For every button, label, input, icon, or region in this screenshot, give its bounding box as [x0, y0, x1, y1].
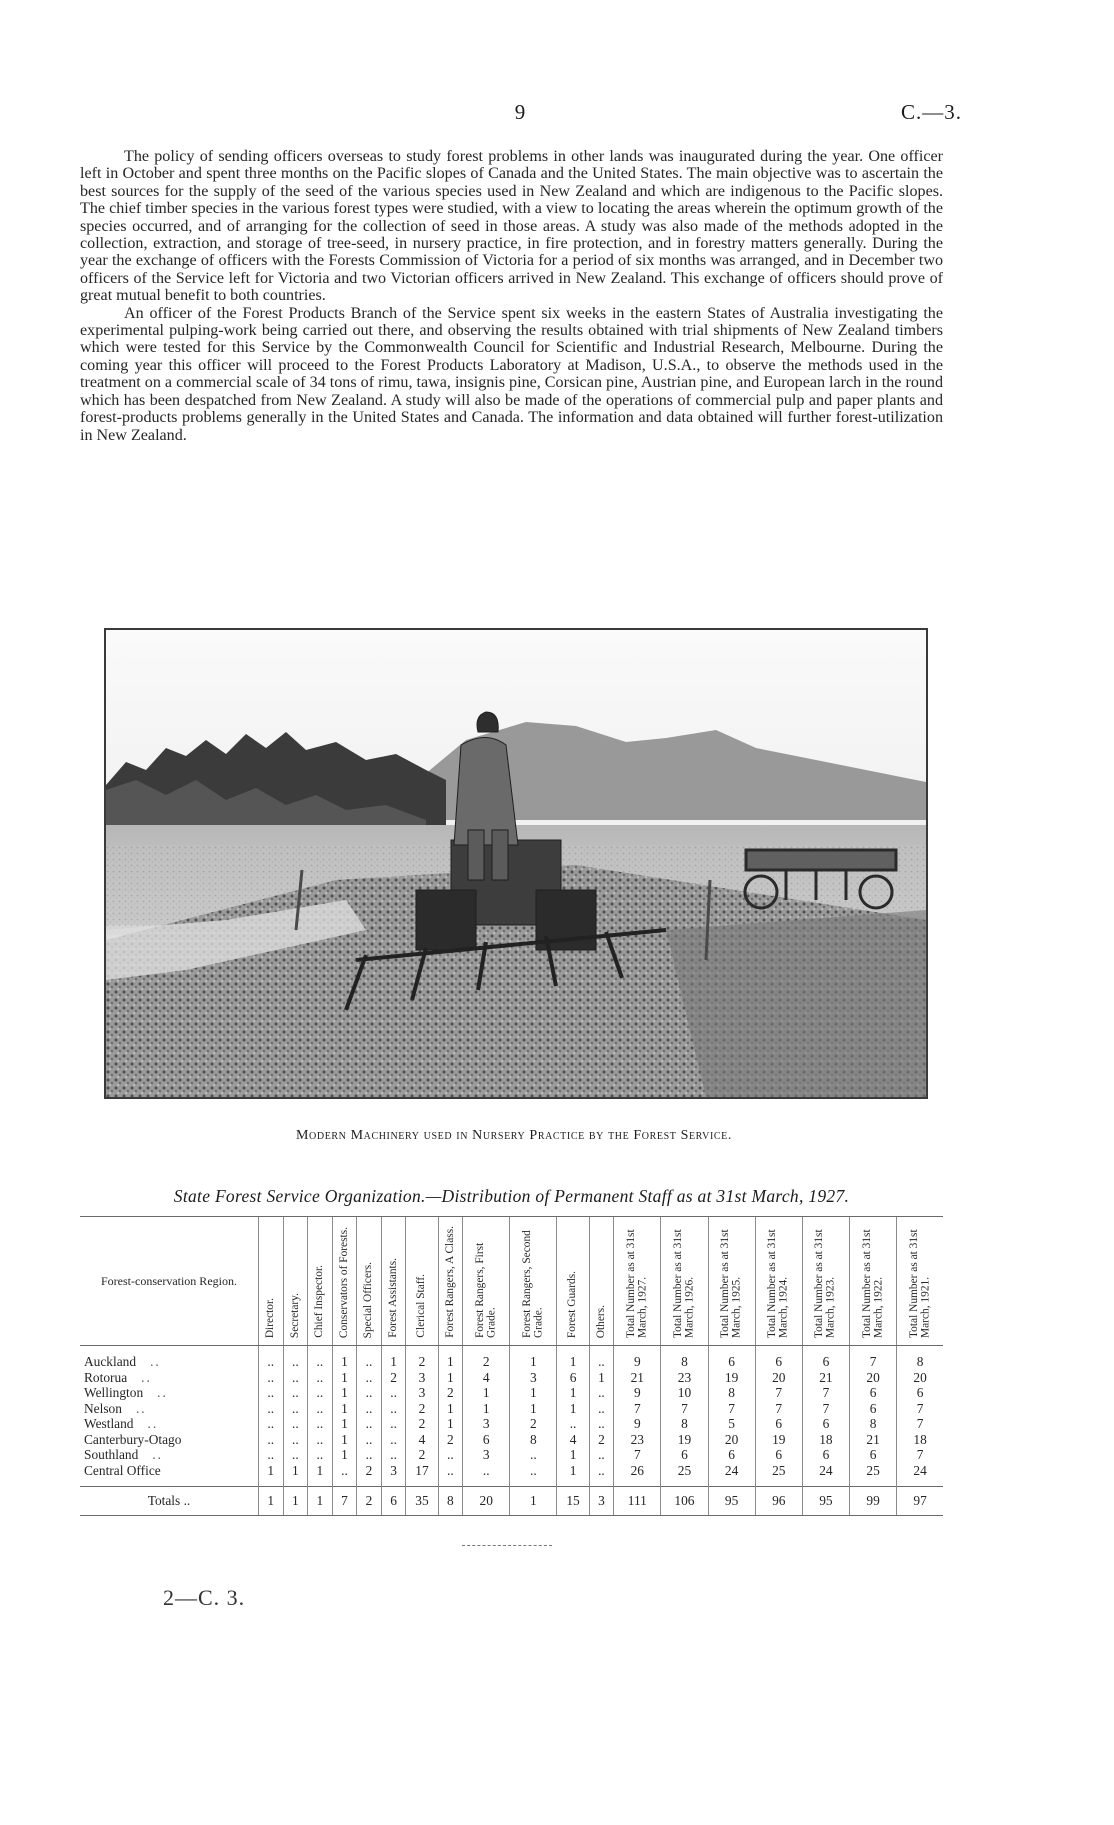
table-cell: .. — [283, 1416, 308, 1432]
region-label: Southland — [84, 1447, 139, 1462]
table-cell: .. — [381, 1401, 406, 1417]
totals-cell: 15 — [557, 1487, 589, 1516]
table-cell: .. — [557, 1416, 589, 1432]
table-cell: 2 — [406, 1346, 438, 1370]
table-cell: 6 — [802, 1447, 849, 1463]
table-cell: .. — [332, 1463, 357, 1487]
table-cell: 21 — [614, 1370, 661, 1386]
table-cell: 7 — [802, 1385, 849, 1401]
table-row — [80, 1416, 943, 1432]
table-cell: 9 — [614, 1385, 661, 1401]
table-cell: 7 — [897, 1401, 943, 1417]
table-cell: 3 — [463, 1416, 510, 1432]
table-cell: 1 — [438, 1346, 463, 1370]
table-cell: 8 — [661, 1346, 708, 1370]
table-cell: .. — [259, 1385, 284, 1401]
table-header-row — [80, 1217, 943, 1346]
table-cell: 6 — [708, 1447, 755, 1463]
table-cell: 10 — [661, 1385, 708, 1401]
leader-dots: .. — [135, 1400, 147, 1416]
table-cell: 1 — [463, 1385, 510, 1401]
table-cell: .. — [259, 1432, 284, 1448]
paragraph-2: An officer of the Forest Products Branch of the Service spent six weeks in the eastern States of Australia investigating the experimental pulping-work being carried out there, and observing the results obtained with trial shipments of New Zealand timbers which were tested for this Service by the Commonwealth Council for Scientific and Industrial Research, Melbourne. During the coming year this officer will proceed to the Forest Products Laboratory at Madison, U.S.A., to observe the methods used in the treatment on a commercial scale of 34 tons of rimu, tawa, insignis pine, Corsican pine, Austrian pine, and European larch in the round which has been despatched from New Zealand. A study will also be made of the operations of commercial pulp and paper plants and forest-products problems generally in the United States and Canada. The information and data obtained will further forest-utilization in New Zealand. — [80, 304, 944, 444]
table-cell: .. — [381, 1416, 406, 1432]
region-column-header: Forest-conservation Region. — [80, 1217, 259, 1346]
table-cell: 1 — [557, 1346, 589, 1370]
table-cell: 2 — [406, 1447, 438, 1463]
column-header: Total Number as at 31st March, 1922. — [850, 1217, 897, 1346]
table-cell: .. — [283, 1370, 308, 1386]
table-cell: 2 — [438, 1385, 463, 1401]
table-cell: 6 — [755, 1416, 802, 1432]
totals-cell: 96 — [755, 1487, 802, 1516]
table-cell: .. — [283, 1447, 308, 1463]
table-cell: 24 — [802, 1463, 849, 1487]
table-cell: 7 — [708, 1401, 755, 1417]
table-cell: 25 — [755, 1463, 802, 1487]
table-cell: .. — [438, 1447, 463, 1463]
table-cell: 1 — [557, 1401, 589, 1417]
table-cell: .. — [357, 1447, 382, 1463]
column-header: Total Number as at 31st March, 1924. — [755, 1217, 802, 1346]
region-label: Rotorua — [84, 1369, 128, 1385]
leader-dots: .. — [152, 1447, 164, 1462]
table-cell: 2 — [438, 1432, 463, 1448]
column-header: Secretary. — [283, 1217, 308, 1346]
table-cell: 1 — [332, 1416, 357, 1432]
table-cell: .. — [259, 1370, 284, 1386]
table-body — [80, 1346, 943, 1516]
table-cell: 17 — [406, 1463, 438, 1487]
table-cell: 19 — [708, 1370, 755, 1386]
table-cell: 2 — [406, 1401, 438, 1417]
table-cell: 1 — [381, 1346, 406, 1370]
column-header: Total Number as at 31st March, 1927. — [614, 1217, 661, 1346]
totals-label: Totals .. — [80, 1487, 259, 1516]
table-cell: 19 — [661, 1432, 708, 1448]
nursery-machinery-photo — [104, 628, 928, 1099]
table-cell: .. — [308, 1416, 333, 1432]
region-name — [80, 1346, 259, 1370]
column-header: Forest Guards. — [557, 1217, 589, 1346]
table-cell: .. — [589, 1463, 614, 1487]
region-name — [80, 1463, 259, 1487]
table-cell: 3 — [463, 1447, 510, 1463]
table-cell: 1 — [510, 1401, 557, 1417]
table-cell: 8 — [850, 1416, 897, 1432]
totals-cell: 35 — [406, 1487, 438, 1516]
paragraph-1: The policy of sending officers overseas to study forest problems in other lands was inaugurated during the year. One officer left in October and spent three months on the Pacific slopes of Canada and the United States. The main objective was to ascertain the best sources for the supply of the seed of the various species used in New Zealand and which are indigenous to the Pacific slopes. The chief timber species in the various forest types were studied, with a view to locating the areas wherein the optimum growth of the species occurred, and of arranging for the collection of seed in those areas. A study was also made of the methods adopted in the collection, extraction, and storage of tree-seed, in nursery practice, in fire protection, and in forestry matters generally. During the year the exchange of officers with the Forests Commission of Victoria for a period of six months was arranged, and in December two officers of the Service left for Victoria and two Victorian officers arrived in New Zealand. This exchange of officers should prove of great mutual benefit to both countries. — [80, 148, 943, 305]
table-cell: 8 — [897, 1346, 943, 1370]
document-reference: C.—3. — [900, 100, 962, 124]
totals-cell: 2 — [357, 1487, 382, 1516]
region-label: Wellington — [84, 1385, 144, 1400]
column-header: Chief Inspector. — [308, 1217, 333, 1346]
table-cell: 7 — [802, 1401, 849, 1417]
region-label: Canterbury-Otago — [84, 1431, 182, 1447]
table-cell: .. — [283, 1385, 308, 1401]
table-cell: 24 — [708, 1463, 755, 1487]
table-cell: .. — [357, 1385, 382, 1401]
totals-cell: 8 — [438, 1487, 463, 1516]
column-header: Clerical Staff. — [406, 1217, 438, 1346]
column-header: Total Number as at 31st March, 1926. — [661, 1217, 708, 1346]
table-cell: 2 — [406, 1416, 438, 1432]
table-cell: 23 — [661, 1370, 708, 1386]
table-cell: .. — [308, 1447, 333, 1463]
table-cell: 1 — [332, 1447, 357, 1463]
totals-cell: 6 — [381, 1487, 406, 1516]
region-label: Westland — [84, 1416, 134, 1431]
table-cell: 4 — [463, 1370, 510, 1386]
totals-row — [80, 1487, 943, 1516]
table-cell: 1 — [332, 1385, 357, 1401]
table-cell: 1 — [332, 1401, 357, 1417]
region-name — [80, 1385, 259, 1401]
table-cell: 21 — [850, 1432, 897, 1448]
totals-cell: 7 — [332, 1487, 357, 1516]
totals-cell: 3 — [589, 1487, 614, 1516]
table-cell: 4 — [406, 1432, 438, 1448]
table-cell: .. — [357, 1370, 382, 1386]
staff-distribution-table — [80, 1216, 943, 1516]
table-cell: 9 — [614, 1416, 661, 1432]
table-cell: 6 — [802, 1346, 849, 1370]
table-cell: 7 — [614, 1401, 661, 1417]
region-name — [80, 1432, 259, 1448]
table-cell: 24 — [897, 1463, 943, 1487]
table-cell: .. — [381, 1447, 406, 1463]
table-cell: .. — [589, 1401, 614, 1417]
table-cell: 7 — [897, 1416, 943, 1432]
table-cell: 25 — [850, 1463, 897, 1487]
table-cell: 3 — [510, 1370, 557, 1386]
table-title: State Forest Service Organization.—Distribution of Permanent Staff as at 31st March, 1927. — [173, 1186, 850, 1206]
totals-cell: 95 — [708, 1487, 755, 1516]
table-cell: 1 — [557, 1447, 589, 1463]
table-cell: 6 — [755, 1447, 802, 1463]
table-cell: .. — [381, 1385, 406, 1401]
footer-rule — [462, 1545, 552, 1546]
table-cell: 3 — [406, 1370, 438, 1386]
table-cell: 1 — [438, 1416, 463, 1432]
table-cell: 9 — [614, 1346, 661, 1370]
table-cell: 6 — [850, 1401, 897, 1417]
region-label: Nelson — [84, 1400, 122, 1416]
table-cell: .. — [463, 1463, 510, 1487]
table-cell: 20 — [897, 1370, 943, 1386]
table-cell: 18 — [802, 1432, 849, 1448]
table-cell: 1 — [308, 1463, 333, 1487]
table-cell: 2 — [357, 1463, 382, 1487]
table-cell: 1 — [259, 1463, 284, 1487]
table-cell: 20 — [708, 1432, 755, 1448]
table-cell: .. — [308, 1432, 333, 1448]
table-cell: .. — [259, 1346, 284, 1370]
table-cell: 2 — [463, 1346, 510, 1370]
table-cell: 21 — [802, 1370, 849, 1386]
table-cell: 6 — [755, 1346, 802, 1370]
leader-dots: .. — [150, 1354, 161, 1369]
table-row — [80, 1432, 943, 1448]
table-cell: .. — [283, 1432, 308, 1448]
region-name — [80, 1447, 259, 1463]
table-cell: 20 — [850, 1370, 897, 1386]
region-name — [80, 1416, 259, 1432]
table-cell: 20 — [755, 1370, 802, 1386]
table-cell: 7 — [614, 1447, 661, 1463]
table-cell: .. — [259, 1447, 284, 1463]
column-header: Total Number as at 31st March, 1923. — [802, 1217, 849, 1346]
table-cell: .. — [308, 1385, 333, 1401]
table-cell: .. — [510, 1447, 557, 1463]
table-cell: 1 — [557, 1385, 589, 1401]
table-cell: 5 — [708, 1416, 755, 1432]
totals-cell: 1 — [259, 1487, 284, 1516]
totals-cell: 1 — [510, 1487, 557, 1516]
table-row — [80, 1463, 943, 1487]
table-cell: 1 — [510, 1346, 557, 1370]
table-cell: 6 — [557, 1370, 589, 1386]
totals-cell: 20 — [463, 1487, 510, 1516]
table-cell: 7 — [755, 1385, 802, 1401]
table-cell: .. — [589, 1416, 614, 1432]
table-cell: 1 — [557, 1463, 589, 1487]
table-cell: 1 — [283, 1463, 308, 1487]
table-cell: 2 — [510, 1416, 557, 1432]
body-text — [80, 148, 943, 444]
table-cell: .. — [283, 1401, 308, 1417]
totals-cell: 95 — [802, 1487, 849, 1516]
totals-cell: 97 — [897, 1487, 943, 1516]
table-cell: 6 — [708, 1346, 755, 1370]
table-cell: 6 — [897, 1385, 943, 1401]
page-number: 9 — [514, 100, 526, 124]
signature-mark: 2—C. 3. — [163, 1585, 246, 1610]
table-cell: 3 — [381, 1463, 406, 1487]
table-cell: .. — [357, 1416, 382, 1432]
table-cell: 2 — [381, 1370, 406, 1386]
table-cell: 7 — [850, 1346, 897, 1370]
totals-cell: 111 — [614, 1487, 661, 1516]
column-header: Total Number as at 31st March, 1921. — [897, 1217, 943, 1346]
region-label: Auckland — [84, 1354, 137, 1369]
table-cell: .. — [259, 1416, 284, 1432]
photo-illustration — [106, 630, 926, 1097]
totals-cell: 99 — [850, 1487, 897, 1516]
table-cell: .. — [357, 1401, 382, 1417]
table-cell: .. — [308, 1346, 333, 1370]
table-cell: 6 — [850, 1385, 897, 1401]
leader-dots: .. — [141, 1369, 152, 1385]
column-header: Director. — [259, 1217, 284, 1346]
region-name — [80, 1370, 259, 1386]
table-cell: 1 — [332, 1432, 357, 1448]
table-cell: 1 — [589, 1370, 614, 1386]
column-header: Special Officers. — [357, 1217, 382, 1346]
table-cell: .. — [510, 1463, 557, 1487]
table-cell: .. — [357, 1432, 382, 1448]
table-cell: 25 — [661, 1463, 708, 1487]
table-cell: .. — [438, 1463, 463, 1487]
column-header: Forest Rangers, First Grade. — [463, 1217, 510, 1346]
table-cell: 7 — [661, 1401, 708, 1417]
region-name — [80, 1401, 259, 1417]
table-cell: 7 — [755, 1401, 802, 1417]
table-cell: .. — [283, 1346, 308, 1370]
table-cell: 8 — [708, 1385, 755, 1401]
table-row — [80, 1385, 943, 1401]
column-header: Forest Assistants. — [381, 1217, 406, 1346]
column-header: Others. — [589, 1217, 614, 1346]
table-cell: .. — [589, 1447, 614, 1463]
table-cell: 1 — [510, 1385, 557, 1401]
photo-caption: Modern Machinery used in Nursery Practice by the Forest Service. — [296, 1128, 732, 1143]
table-cell: 8 — [510, 1432, 557, 1448]
column-header: Forest Rangers, A Class. — [438, 1217, 463, 1346]
table-row — [80, 1370, 943, 1386]
table-cell: 26 — [614, 1463, 661, 1487]
table-cell: .. — [259, 1401, 284, 1417]
column-header: Conservators of Forests. — [332, 1217, 357, 1346]
table-cell: 6 — [463, 1432, 510, 1448]
table-cell: 2 — [589, 1432, 614, 1448]
table-cell: .. — [381, 1432, 406, 1448]
table-cell: 4 — [557, 1432, 589, 1448]
totals-cell: 1 — [308, 1487, 333, 1516]
table-cell: .. — [308, 1401, 333, 1417]
totals-cell: 1 — [283, 1487, 308, 1516]
leader-dots: .. — [147, 1416, 159, 1431]
totals-cell: 106 — [661, 1487, 708, 1516]
foreground-clods — [666, 910, 926, 1097]
table-row — [80, 1346, 943, 1370]
table-cell: .. — [308, 1370, 333, 1386]
table-cell: 18 — [897, 1432, 943, 1448]
column-header: Total Number as at 31st March, 1925. — [708, 1217, 755, 1346]
table-cell: 3 — [406, 1385, 438, 1401]
table-cell: 8 — [661, 1416, 708, 1432]
table-cell: 6 — [850, 1447, 897, 1463]
table-cell: 6 — [802, 1416, 849, 1432]
table-row — [80, 1447, 943, 1463]
table-cell: 1 — [463, 1401, 510, 1417]
table-cell: 19 — [755, 1432, 802, 1448]
table-cell: 23 — [614, 1432, 661, 1448]
leader-dots: .. — [157, 1385, 168, 1400]
table-row — [80, 1401, 943, 1417]
table-cell: 1 — [438, 1370, 463, 1386]
table-cell: .. — [589, 1385, 614, 1401]
table-cell: 1 — [332, 1370, 357, 1386]
table-cell: .. — [589, 1346, 614, 1370]
region-label: Central Office — [84, 1462, 161, 1478]
table-cell: 6 — [661, 1447, 708, 1463]
table-cell: 1 — [438, 1401, 463, 1417]
table-cell: 1 — [332, 1346, 357, 1370]
column-header: Forest Rangers, Second Grade. — [510, 1217, 557, 1346]
table-cell: .. — [357, 1346, 382, 1370]
table-cell: 7 — [897, 1447, 943, 1463]
